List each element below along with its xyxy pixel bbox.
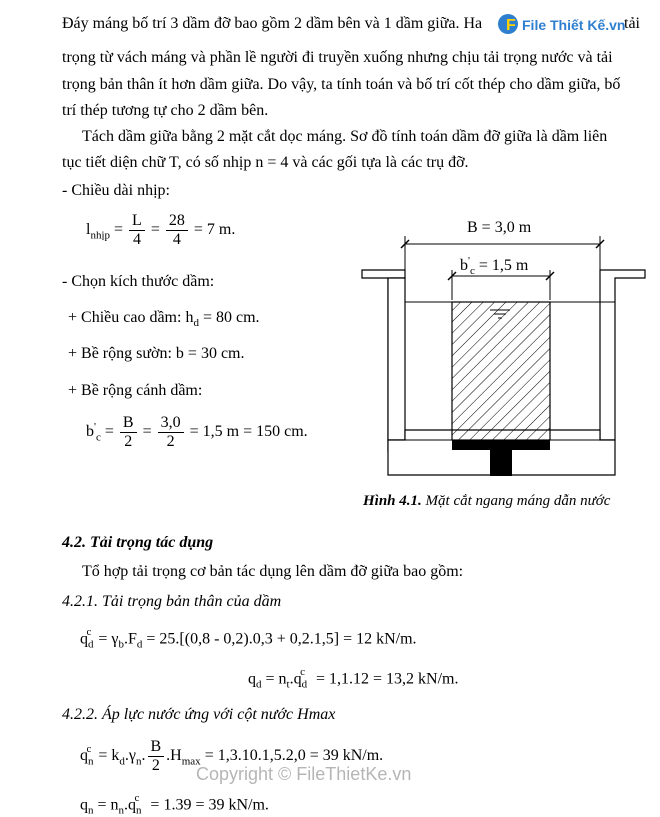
water-pressure-equation-2: $q_n = n_n.q_n^c = 1.39 = 39$ kN/m. <box>80 792 269 817</box>
para1-line4: trí thép tương tự cho 2 dầm bên. <box>62 102 269 119</box>
span-fraction-2: $\frac{28}{4}$ <box>166 212 188 249</box>
para1-line3: trọng bản thân ít hơn dầm giữa. Do vậy, ta tính toán và bố trí cốt thép cho dầm giữa, bố <box>62 76 621 93</box>
watermark-logo-text: File Thiết Kế.vn <box>522 17 626 33</box>
selfweight-equation-1: $q_d^c = \gamma_b.F_d = 25.[(0,8 - 0,2).0,3 + 0,2.1,5] = 12$ kN/m. <box>80 626 417 651</box>
section-4-2-heading: 4.2. Tải trọng tác dụng <box>62 534 214 551</box>
span-fraction-1: $\frac{L}{4}$ <box>129 212 145 249</box>
para2-line2: tục tiết diện chữ T, có số nhịp n = 4 và các gối tựa là các trụ đỡ. <box>62 154 469 171</box>
svg-text:F: F <box>506 17 516 34</box>
section-4-2-2-heading: 4.2.2. Áp lực nước ứng với cột nước Hmax <box>62 706 336 723</box>
para2-line1: Tách dầm giữa bằng 2 mặt cắt dọc máng. Sơ đồ tính toán dầm đỡ giữa là dầm liên <box>82 128 608 145</box>
span-result: = 7 m. <box>193 221 236 239</box>
span-lhs-sub: nhịp <box>90 229 111 242</box>
para1-line1: Đáy máng bố trí 3 dầm đỡ bao gồm 2 dầm bên và 1 dầm giữa. Ha <box>62 15 483 32</box>
beam-rib-width: + Bề rộng sườn: b = 30 cm. <box>68 345 245 362</box>
beam-height: + Chiều cao dầm: $h_d = 80$ cm. <box>68 309 260 330</box>
selfweight-equation-2: $q_d = n_t.q_d^c = 1,1.12 = 13,2$ kN/m. <box>248 666 459 691</box>
section-4-2-1-heading: 4.2.1. Tải trọng bản thân của dầm <box>62 593 282 610</box>
span-length-label: - Chiều dài nhịp: <box>62 182 170 199</box>
flange-width-equation: $b'_c$ = $\frac{B}{2}$ = $\frac{3,0}{2}$ = 1,5 m = 150 cm. <box>86 414 308 450</box>
figure-caption: Hình 4.1. Mặt cắt ngang máng dẫn nước <box>363 493 611 509</box>
span-lhs: l <box>86 221 91 239</box>
span-length-equation: $l_{nhịp}$ = $\frac{L}{4}$ = $\frac{28}{4}$ = 7 m. <box>86 212 236 248</box>
flange-result: = 1,5 m = 150 cm. <box>189 423 308 441</box>
copyright-watermark: Copyright © FileThietKe.vn <box>196 764 412 784</box>
para1-line2: trọng từ vách máng và phần lề người đi truyền xuống nhưng chịu tải trọng nước và tải <box>62 49 613 66</box>
dim-bc-label: $b'_c = 1,5$ m <box>460 255 529 277</box>
flange-fraction-2: $\frac{3,0}{2}$ <box>158 414 184 451</box>
beam-flange-label: + Bề rộng cánh dầm: <box>68 382 203 399</box>
dim-B-label: B = 3,0 m <box>467 219 532 236</box>
water-pressure-equation-1: $q_n^c = k_d.\gamma_n$. $\frac{B}{2}$ $.H_{max} = 1,3.10.1,5.2,0 = 39$ kN/m. <box>80 738 384 774</box>
para1-line1-end: tải <box>624 15 640 32</box>
watermark-logo <box>496 10 646 38</box>
beam-size-label: - Chọn kích thước dầm: <box>62 273 215 290</box>
cross-section-figure <box>360 210 655 485</box>
flange-fraction-1: $\frac{B}{2}$ <box>120 414 137 451</box>
cross-section-drawing <box>360 210 655 485</box>
section-4-2-intro: Tổ hợp tải trọng cơ bản tác dụng lên dầm đỡ giữa bao gồm: <box>82 563 464 580</box>
